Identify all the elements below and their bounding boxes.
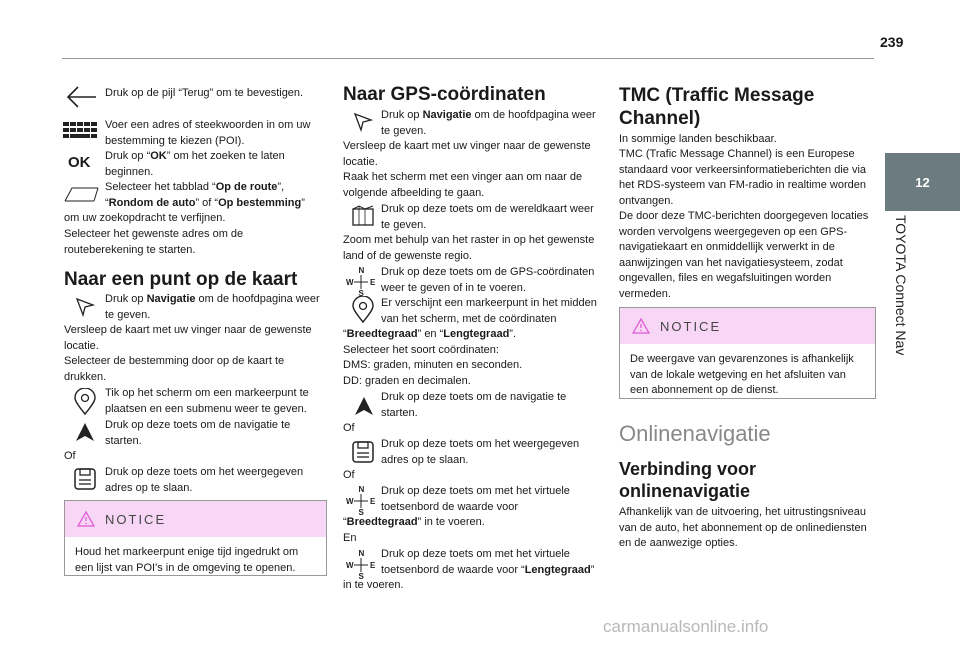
keyboard-icon [62,120,98,144]
tmc-intro-2: TMC (Trafic Message Channel) is een Europese standaard voor verkeersinformatieberichten die via het RDS-systeem van FM-radio in realtime worden ontvangen. [619,148,867,207]
compass-s-3: S [358,572,364,580]
chapter-tab[interactable]: 12 [885,153,960,211]
compass-icon [346,265,376,297]
sub-heading: Verbinding voor onlinenavigatie [619,459,757,501]
dd-text: DD: graden en decimalen. [343,375,471,387]
compass-w: W [346,278,354,287]
compass-e-3: E [370,561,376,570]
back-text: Druk op de pijl “Terug” om te bevestigen. [105,87,304,99]
compass-w-3: W [346,561,354,570]
compass-s-2: S [358,508,364,516]
dms-text: DMS: graden, minuten en seconden. [343,359,523,371]
tab-text-cont: om uw zoekopdracht te verfijnen. [64,212,226,224]
save-text: Druk op deze toets om het weergegeven adres op te slaan. [105,466,304,494]
navigate-icon-2 [352,395,376,417]
sub-text: Afhankelijk van de uitvoering, het uitrustingsniveau van de auto, het abonnement op de onlinediensten en de aanwezige opties. [619,506,867,549]
compass-e: E [370,278,376,287]
keyboard-text: Voer een adres of steekwoorden in om uw bestemming te kiezen (POI). [105,119,311,147]
chapter-title [887,215,913,375]
warning-icon-2 [632,318,650,334]
map-pin-icon [72,388,98,416]
notice-header-2 [620,308,875,344]
gps-or-text: Of [343,422,355,434]
compass-icon-2 [346,484,376,516]
warning-icon [77,511,95,527]
tap-text: Tik op het scherm om een markeerpunt te plaatsen en een submenu weer te geven. [105,387,309,415]
gps-touch-text: Raak het scherm met een vinger aan om naar de volgende afbeelding te gaan. [343,171,583,199]
map-pin-icon-2 [350,296,376,324]
gps-navigate-text: Druk op deze toets om de navigatie te starten. [381,391,567,419]
navigation-icon [74,296,96,318]
tab-icon [64,185,100,203]
navigation-icon-2 [352,111,374,133]
chapter-title-text: TOYOTA Connect Nav [893,215,909,356]
notice-label: NOTICE [105,511,167,527]
notice-box-2 [619,307,876,399]
compass-e-2: E [370,497,376,506]
ok-icon: OK [68,154,91,171]
online-heading: Onlinenavigatie [619,421,771,446]
gps-or-text-2: Of [343,469,355,481]
notice-box-1 [64,500,327,576]
select-dest-text: Selecteer de bestemming door op de kaart te drukken. [64,355,285,383]
notice-text-2: De weergave van gevarenzones is afhankelijk van de lokale wetgeving en het afsluiten van een abonnement op de dienst. [630,353,854,396]
tab-text: Selecteer het tabblad “Op de route”, “Rondom de auto” of “Op bestemming” [105,181,305,209]
and-text: En [343,532,357,544]
watermark: carmanualsonline.info [603,617,769,636]
kb-lat-text: Druk op deze toets om met het virtuele toetsenbord de waarde voor [381,485,570,513]
notice-header [65,501,326,537]
top-rule [62,58,874,59]
coord-labels-text: “Breedtegraad” en “Lengtegraad”. [343,328,517,340]
gps-drag-text: Versleep de kaart met uw vinger naar de gewenste locatie. [343,140,591,168]
lat-label-text: “Breedtegraad” in te voeren. [343,516,485,528]
compass-w-2: W [346,497,354,506]
compass-icon-3 [346,548,376,580]
heading-tmc: TMC (Traffic Message Channel) [619,85,815,129]
map-drag-text: Versleep de kaart met uw vinger naar de gewenste locatie. [64,324,312,352]
compass-s: S [358,289,364,297]
gps-coord-text: Druk op deze toets om de GPS-coördinaten weer te geven of in te voeren. [381,266,595,294]
world-map-text: Druk op deze toets om de wereldkaart weer te geven. [381,203,594,231]
heading-point-on-map: Naar een punt op de kaart [64,269,298,290]
kb-lon-end-text: in te voeren. [343,579,404,591]
gps-nav-text: Druk op Navigatie om de hoofdpagina weer te geven. [381,109,596,137]
compass-n-2: N [358,485,365,494]
tmc-intro-1: In sommige landen beschikbaar. [619,133,777,145]
save-icon [72,466,98,492]
or-text: Of [64,450,76,462]
notice-text: Houd het markeerpunt enige tijd ingedrukt om een lijst van POI's in de omgeving te openen. [75,546,299,574]
ok-text: Druk op “OK” om het zoeken te laten beginnen. [105,150,285,178]
back-arrow-icon [64,84,98,110]
page-number: 239 [880,34,904,50]
navigate-icon [73,421,97,443]
tmc-intro-3: De door deze TMC-berichten doorgegeven locaties worden vervolgens weergegeven op een GPS-navigatiekaart en onmiddellijk verwerkt in de aanwijzingen van het navigatiesysteem, zodat ongevallen, files en wegafsluitingen worden vermeden. [619,210,869,300]
heading-gps: Naar GPS-coördinaten [343,84,546,105]
navigate-text: Druk op deze toets om de navigatie te starten. [105,419,291,447]
zoom-text: Zoom met behulp van het raster in op het gewenste land of de gewenste regio. [343,234,595,262]
gps-save-text: Druk op deze toets om het weergegeven adres op te slaan. [381,438,580,466]
nav-text: Druk op Navigatie om de hoofdpagina weer te geven. [105,293,320,321]
save-icon-2 [350,439,376,465]
world-map-icon [350,203,376,229]
kb-lon-text: Druk op deze toets om met het virtuele toetsenbord de waarde voor “Lengtegraad” [381,548,595,576]
select-address-text: Selecteer het gewenste adres om de routeberekening te starten. [64,228,244,256]
compass-n-3: N [358,549,365,558]
compass-n: N [358,266,365,275]
notice-label-2: NOTICE [660,318,722,334]
marker-text: Er verschijnt een markeerpunt in het midden van het scherm, met de coördinaten [381,297,597,325]
select-type-text: Selecteer het soort coördinaten: [343,344,499,356]
